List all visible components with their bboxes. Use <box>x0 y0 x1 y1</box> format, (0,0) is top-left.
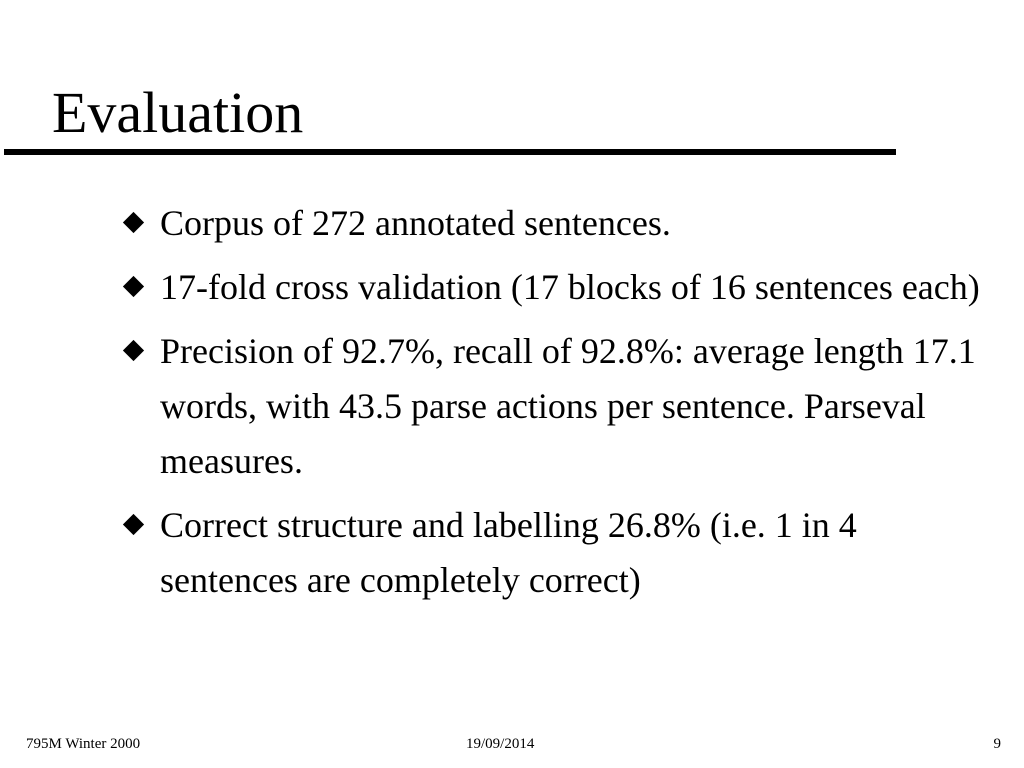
bullet-item <box>122 324 1002 489</box>
bullet-item <box>122 260 1002 315</box>
bullet-list <box>122 196 1002 617</box>
bullet-text: Corpus of 272 annotated sentences. <box>160 203 671 243</box>
bullet-item <box>122 498 1002 608</box>
diamond-bullet-icon <box>123 340 144 361</box>
title-underline <box>4 149 896 155</box>
footer-date: 19/09/2014 <box>466 736 535 752</box>
footer-course: 795M Winter 2000 <box>26 736 141 752</box>
footer-page-number: 9 <box>993 736 1001 752</box>
slide-title: Evaluation <box>52 80 304 145</box>
bullet-text: Correct structure and labelling 26.8% (i.e. 1 in 4 sentences are completely correct) <box>160 505 857 600</box>
diamond-bullet-icon <box>123 276 144 297</box>
bullet-text: 17-fold cross validation (17 blocks of 16 sentences each) <box>160 267 980 307</box>
bullet-text: Precision of 92.7%, recall of 92.8%: average length 17.1 words, with 43.5 parse actions per sentence. Parseval measures. <box>160 331 976 481</box>
diamond-bullet-icon <box>123 514 144 535</box>
diamond-bullet-icon <box>123 212 144 233</box>
bullet-item <box>122 196 1002 251</box>
